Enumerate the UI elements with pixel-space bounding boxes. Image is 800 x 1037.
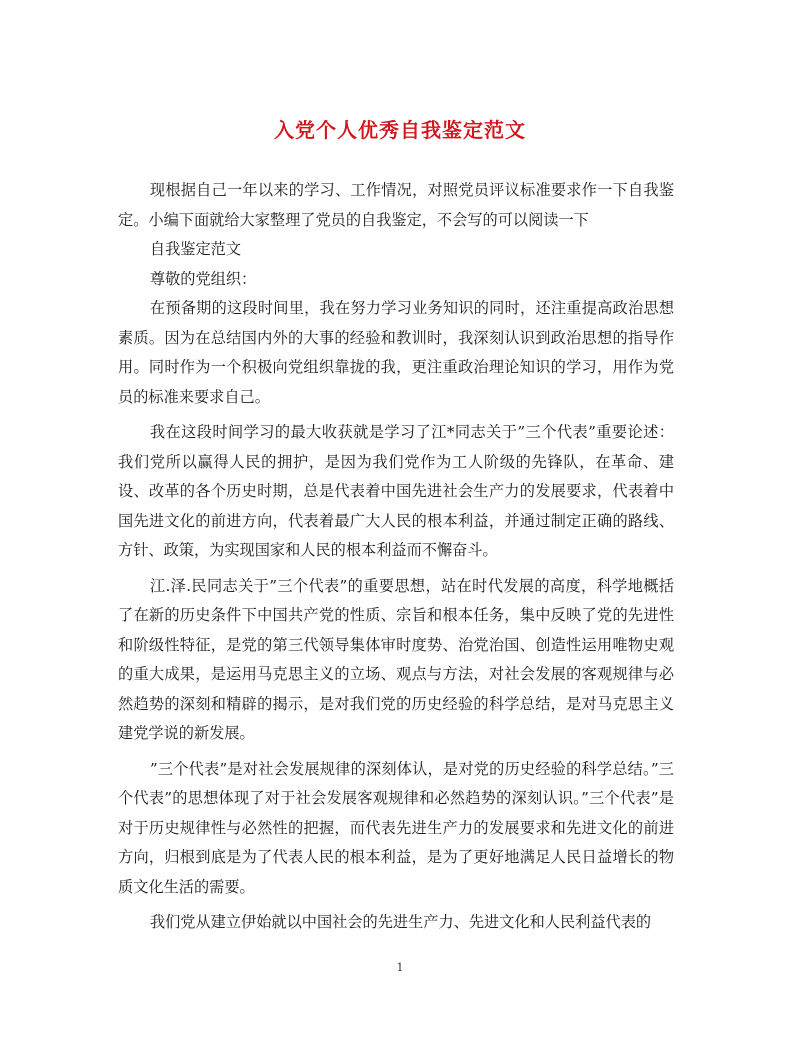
paragraph-probation: 在预备期的这段时间里，我在努力学习业务知识的同时，还注重提高政治思想素质。因为在总结国内外的大事的经验和教训时，我深刻认识到政治思想的指导作用。同时作为一个积极向党组织靠拢的我，更注重政治理论知识的学习，用作为党员的标准来要求自己。 <box>118 299 674 406</box>
document-body <box>118 176 674 938</box>
paragraph-section-heading: 自我鉴定范文 <box>149 240 242 258</box>
paragraph-three-represents-study: 我在这段时间学习的最大收获就是学习了江*同志关于”三个代表”重要论述：我们党所以赢得人民的拥护，是因为我们党作为工人阶级的先锋队，在革命、建设、改革的各个历史时期，总是代表着中国先进社会生产力的发展要求，代表着中国先进文化的前进方向，代表着最广大人民的根本利益，并通过制定正确的路线、方针、政策，为实现国家和人民的根本利益而不懈奋斗。 <box>118 423 674 559</box>
document-title: 入党个人优秀自我鉴定范文 <box>274 118 526 142</box>
paragraph-party-founding: 我们党从建立伊始就以中国社会的先进生产力、先进文化和人民利益代表的 <box>149 913 652 931</box>
page-number: 1 <box>396 961 404 974</box>
paragraph-three-represents-thought: 江.泽.民同志关于”三个代表”的重要思想，站在时代发展的高度，科学地概括了在新的历史条件下中国共产党的性质、宗旨和根本任务，集中反映了党的先进性和阶级性特征，是党的第三代领导集体审时度势、治党治国、创造性运用唯物史观的重大成果，是运用马克思主义的立场、观点与方法，对社会发展的客观规律与必然趋势的深刻和精辟的揭示，是对我们党的历史经验的科学总结，是对马克思主义建党学说的新发展。 <box>118 576 674 742</box>
paragraph-intro: 现根据自己一年以来的学习、工作情况，对照党员评议标准要求作一下自我鉴定。小编下面就给大家整理了党员的自我鉴定，不会写的可以阅读一下 <box>118 181 674 229</box>
paragraph-three-represents-law: ”三个代表”是对社会发展规律的深刻体认，是对党的历史经验的科学总结。”三个代表”的思想体现了对于社会发展客观规律和必然趋势的深刻认识。”三个代表”是对于历史规律性与必然性的把握，而代表先进生产力的发展要求和先进文化的前进方向，归根到底是为了代表人民的根本利益，是为了更好地满足人民日益增长的物质文化生活的需要。 <box>118 759 674 896</box>
paragraph-salutation: 尊敬的党组织： <box>149 269 257 288</box>
